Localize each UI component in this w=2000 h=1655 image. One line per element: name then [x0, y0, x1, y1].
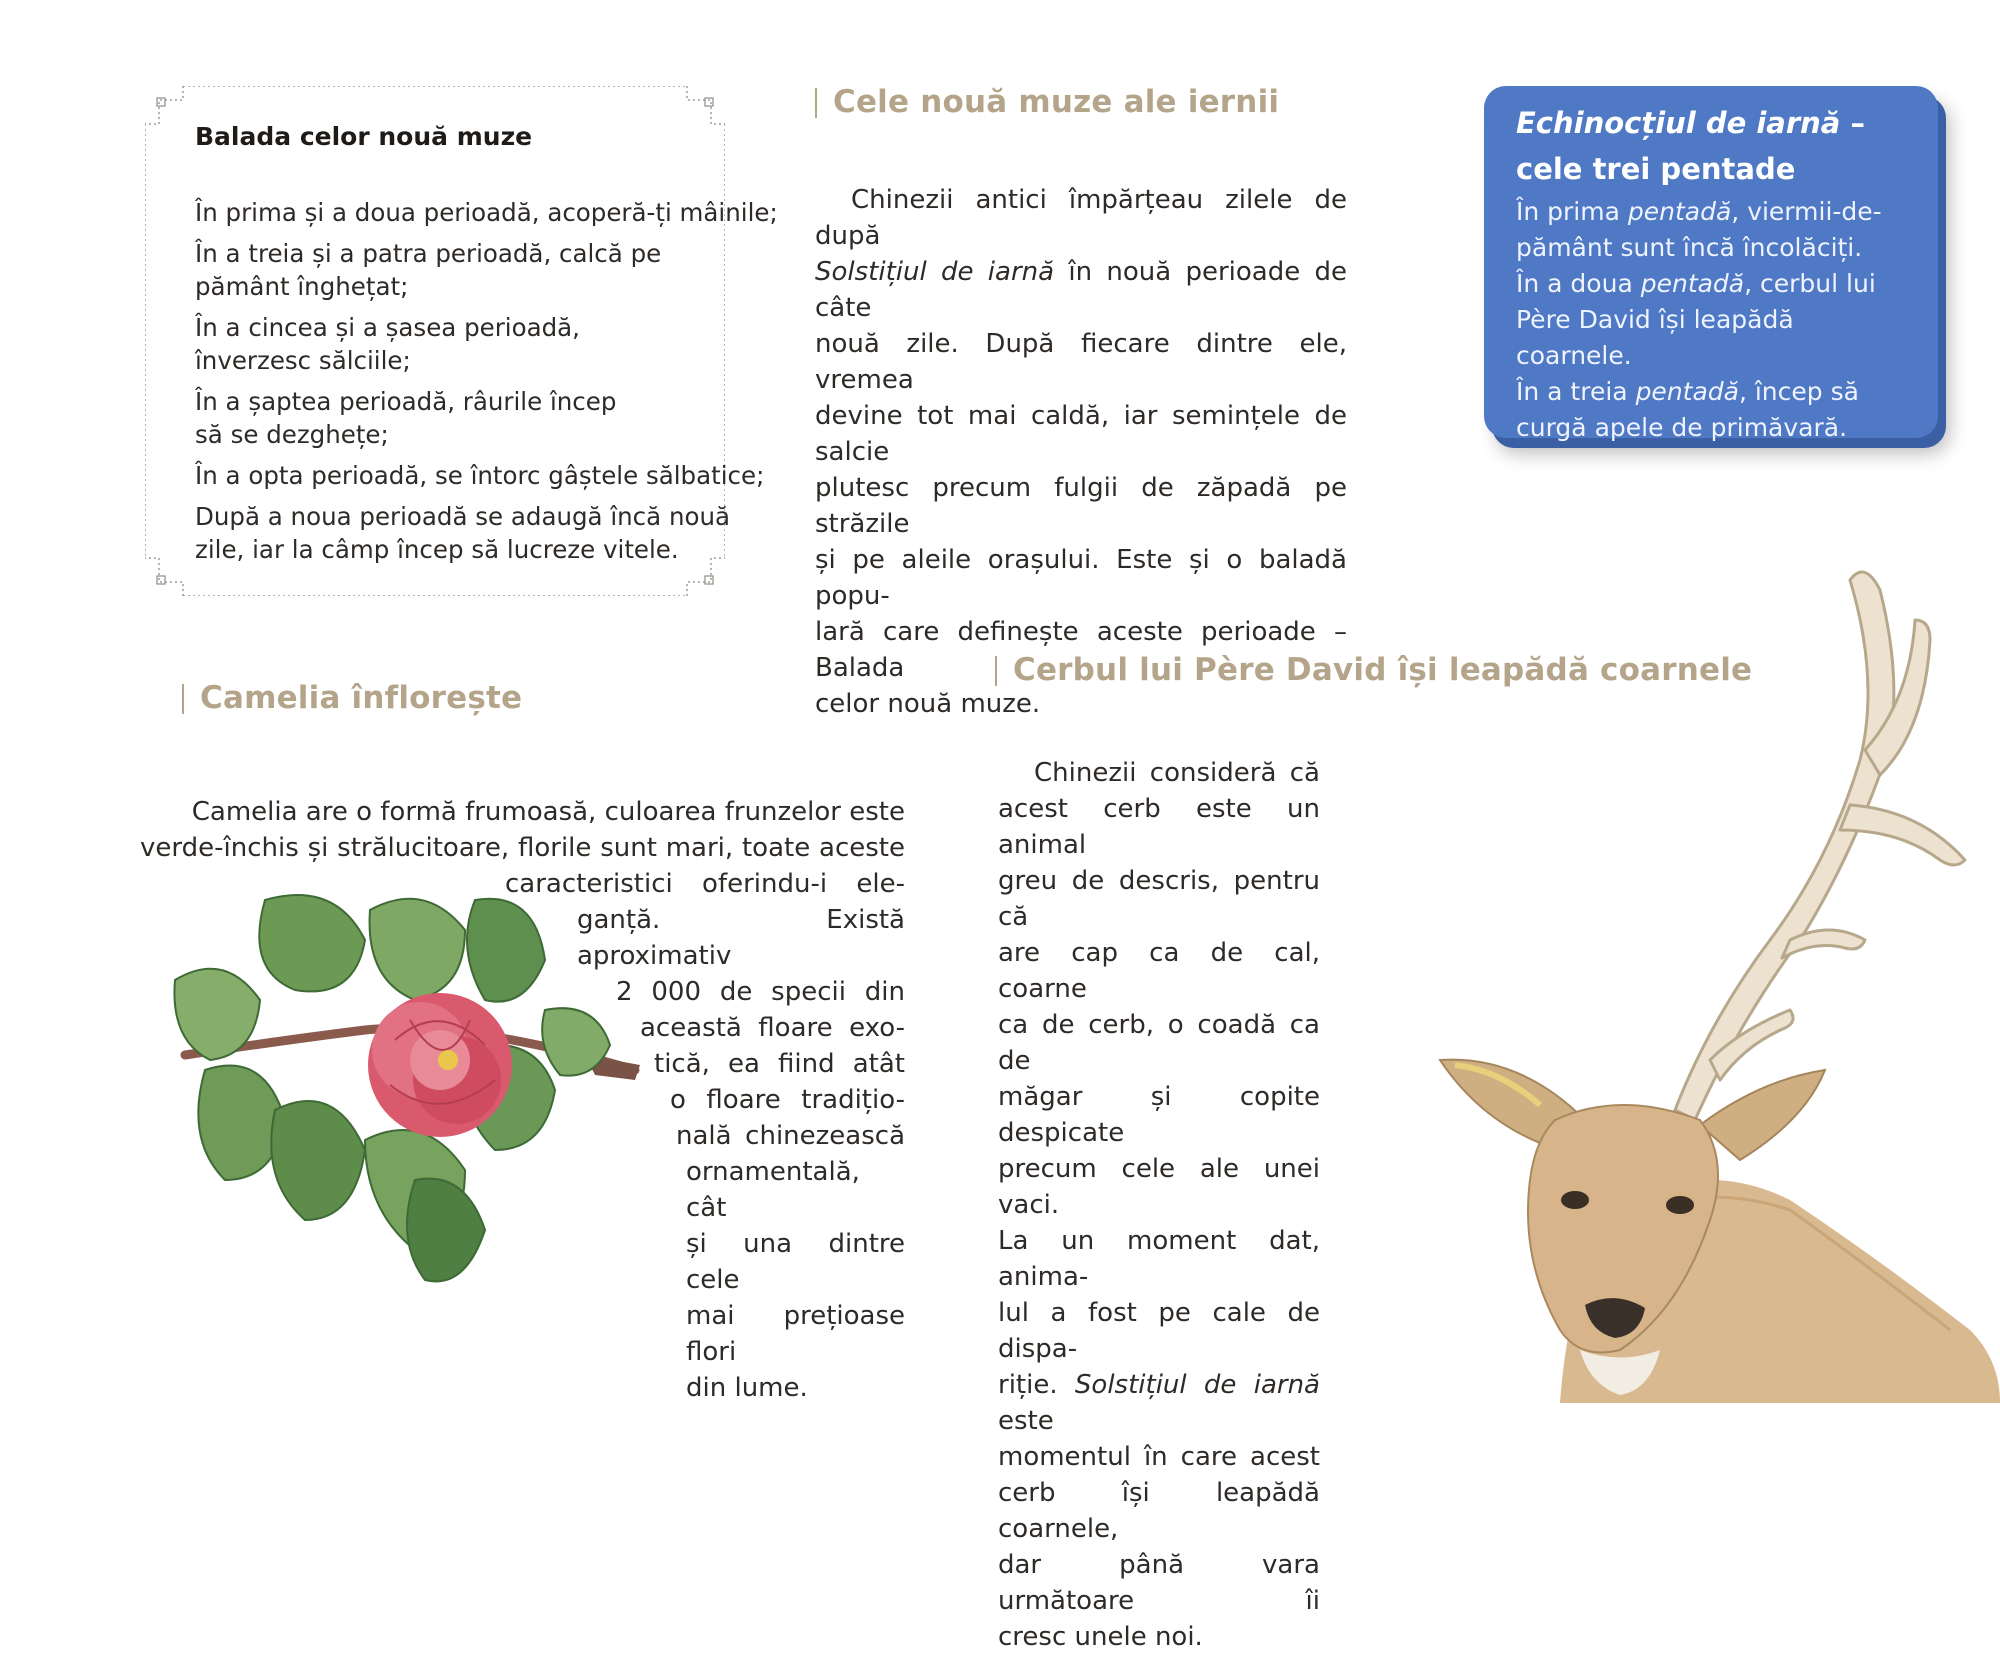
- camelia-heading: Camelia înflorește: [182, 680, 522, 716]
- info-box: [1484, 86, 1938, 442]
- camelia-line: Camelia are o formă frumoasă, culoarea frunzelor este: [191, 797, 905, 827]
- camelia-line: din lume.: [686, 1373, 808, 1403]
- camelia-paragraph: [140, 794, 905, 1406]
- ballad-box: [145, 86, 778, 596]
- ballad-stanza: [195, 459, 765, 492]
- ballad-line: În prima și a doua perioadă, acoperă-ți mâinile;: [195, 198, 778, 227]
- ballad-line: să se dezghețe;: [195, 420, 389, 449]
- deer-line: cerb își leapădă coarnele,: [998, 1478, 1320, 1544]
- ballad-line: În a cincea și a șasea perioadă,: [195, 313, 580, 342]
- camelia-line: 2 000 de specii din: [616, 977, 905, 1007]
- camelia-line: și una dintre cele: [686, 1229, 905, 1295]
- ballad-stanza: [195, 500, 735, 566]
- muses-line: nouă zile. După fiecare dintre ele, vremea: [815, 329, 1347, 395]
- ballad-line: zile, iar la câmp încep să lucreze vitele.: [195, 535, 679, 564]
- deer-line: dar până vara următoare îi: [998, 1550, 1320, 1616]
- ballad-stanza: [195, 385, 735, 451]
- ballad-stanza: [195, 196, 778, 229]
- muses-line: Solstițiul de iarnă în nouă perioade de câte: [815, 257, 1347, 323]
- info-paragraph: În a doua pentadă, cerbul lui Père David își leapădă coarnele.: [1516, 269, 1876, 370]
- deer-illustration: [1410, 560, 2000, 1403]
- camelia-line: o floare tradițio-: [670, 1085, 905, 1115]
- camelia-line: caracteristici oferindu-i ele-: [505, 869, 905, 899]
- muses-heading: Cele nouă muze ale iernii: [815, 84, 1279, 120]
- info-title: [1516, 100, 1911, 192]
- ballad-line: În a treia și a patra perioadă, calcă pe: [195, 239, 662, 268]
- ballad-line: pământ înghețat;: [195, 272, 409, 301]
- deer-line: ca de cerb, o coadă ca de: [998, 1010, 1320, 1076]
- muses-line: devine tot mai caldă, iar semințele de salcie: [815, 401, 1347, 467]
- deer-line: lul a fost pe cale de dispa-: [998, 1298, 1320, 1364]
- muses-line: și pe aleile orașului. Este și o baladă popu-: [815, 545, 1347, 611]
- ballad-stanza: [195, 237, 735, 303]
- deer-paragraph: [998, 755, 1320, 1655]
- camelia-line: nală chinezească: [676, 1121, 905, 1151]
- deer-line: acest cerb este un animal: [998, 794, 1320, 860]
- muses-line: celor nouă muze.: [815, 689, 1041, 719]
- camelia-line: ornamentală, cât: [686, 1157, 860, 1223]
- ballad-stanza: [195, 311, 735, 377]
- info-body: [1516, 194, 1911, 446]
- ballad-lines: [195, 196, 778, 574]
- muses-line: Chinezii antici împărțeau zilele de după: [815, 185, 1347, 251]
- camelia-line: mai prețioase flori: [686, 1301, 905, 1367]
- info-title-rest: – cele trei pentade: [1516, 106, 1865, 186]
- camelia-line: această floare exo-: [640, 1013, 905, 1043]
- camelia-line: verde-închis și strălucitoare, florile sunt mari, toate aceste: [140, 833, 905, 863]
- deer-line: Chinezii consideră că: [1034, 758, 1320, 788]
- deer-line: riție. Solstițiul de iarnă este: [998, 1370, 1320, 1436]
- info-paragraph: În prima pentadă, viermii-de-pământ sunt încă încolăciți.: [1516, 197, 1882, 262]
- ballad-line: În a șaptea perioadă, râurile încep: [195, 387, 617, 416]
- deer-line: momentul în care acest: [998, 1442, 1320, 1472]
- deer-line: măgar și copite despicate: [998, 1082, 1320, 1148]
- muses-line: lară care definește aceste perioade – Balada: [815, 617, 1347, 683]
- deer-line: precum cele ale unei vaci.: [998, 1154, 1320, 1220]
- deer-heading: Cerbul lui Père David își leapădă coarnele: [995, 652, 1752, 688]
- camelia-line: ganță. Există aproximativ: [577, 905, 905, 971]
- ballad-line: După a noua perioadă se adaugă încă nouă: [195, 502, 731, 531]
- camelia-line: tică, ea fiind atât: [654, 1049, 905, 1079]
- info-title-italic: Echinocțiul de iarnă: [1516, 106, 1841, 140]
- deer-line: La un moment dat, anima-: [998, 1226, 1320, 1292]
- muses-paragraph: [815, 182, 1347, 722]
- deer-line: cresc unele noi.: [998, 1622, 1203, 1652]
- info-paragraph: În a treia pentadă, încep să curgă apele de primăvară.: [1516, 377, 1859, 442]
- deer-line: are cap ca de cal, coarne: [998, 938, 1320, 1004]
- ballad-line: În a opta perioadă, se întorc gâștele sălbatice;: [195, 461, 765, 490]
- muses-line: plutesc precum fulgii de zăpadă pe străzile: [815, 473, 1347, 539]
- ballad-title: Balada celor nouă muze: [195, 122, 533, 151]
- deer-line: greu de descris, pentru că: [998, 866, 1320, 932]
- ballad-line: înverzesc sălciile;: [195, 346, 411, 375]
